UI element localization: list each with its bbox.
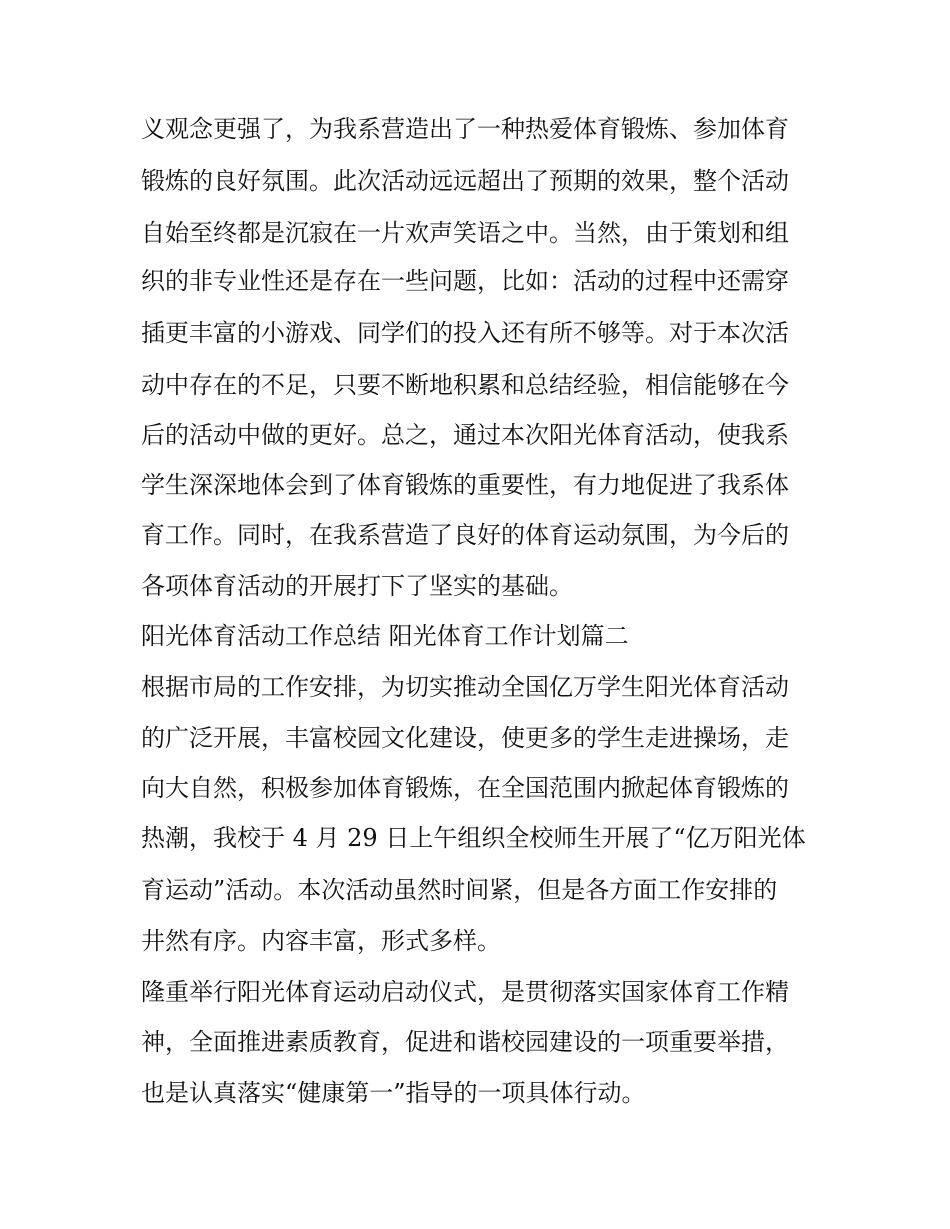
text-line: 锻炼的良好氛围。此次活动远远超出了预期的效果，整个活动 — [141, 167, 789, 195]
text-line: 自始至终都是沉寂在一片欢声笑语之中。当然，由于策划和组 — [141, 219, 789, 247]
text-line: 热潮，我校于 4 月 29 日上午组织全校师生开展了“亿万阳光体 — [141, 824, 806, 852]
text-line: 义观念更强了，为我系营造出了一种热爱体育锻炼、参加体育 — [141, 115, 789, 143]
text-line: 后的活动中做的更好。总之，通过本次阳光体育活动，使我系 — [141, 421, 789, 449]
text-line: 育工作。同时，在我系营造了良好的体育运动氛围，为今后的 — [141, 521, 789, 549]
text-line: 神，全面推进素质教育，促进和谐校园建设的一项重要举措， — [141, 1028, 789, 1056]
text-line: 织的非专业性还是存在一些问题，比如：活动的过程中还需穿 — [141, 267, 789, 295]
text-line: 隆重举行阳光体育运动启动仪式，是贯彻落实国家体育工作精 — [141, 978, 789, 1006]
text-line: 动中存在的不足，只要不断地积累和总结经验，相信能够在今 — [141, 371, 789, 399]
text-line: 根据市局的工作安排，为切实推动全国亿万学生阳光体育活动 — [141, 673, 789, 701]
text-line: 插更丰富的小游戏、同学们的投入还有所不够等。对于本次活 — [141, 319, 789, 347]
text-line: 井然有序。内容丰富，形式多样。 — [141, 927, 501, 955]
text-line: 向大自然，积极参加体育锻炼，在全国范围内掀起体育锻炼的 — [141, 774, 789, 802]
section-heading: 阳光体育活动工作总结 阳光体育工作计划篇二 — [141, 622, 629, 650]
text-line: 育运动”活动。本次活动虽然时间紧，但是各方面工作安排的 — [141, 876, 778, 904]
text-line: 学生深深地体会到了体育锻炼的重要性，有力地促进了我系体 — [141, 471, 789, 499]
text-line: 也是认真落实“健康第一”指导的一项具体行动。 — [141, 1079, 646, 1107]
text-line: 各项体育活动的开展打下了坚实的基础。 — [141, 572, 573, 600]
text-line: 的广泛开展，丰富校园文化建设，使更多的学生走进操场，走 — [141, 724, 789, 752]
